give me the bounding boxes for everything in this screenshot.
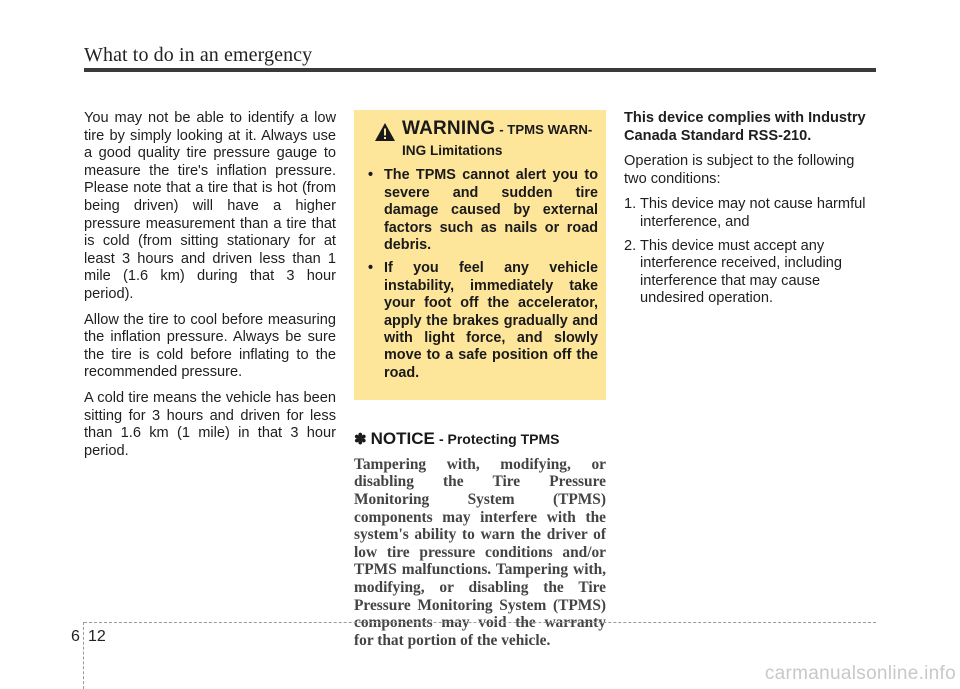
footer-rule	[84, 622, 876, 623]
warning-bullet: • The TPMS cannot alert you to severe and sudden tire damage caused by external factors such as nails or road debris.	[362, 167, 598, 254]
list-item	[624, 196, 876, 231]
warning-subtitle: - TPMS WARN-	[499, 122, 593, 137]
notice-title: NOTICE	[370, 429, 435, 449]
warning-box	[354, 110, 606, 400]
column-2	[354, 110, 606, 649]
warning-subtitle-line2: ING Limitations	[402, 143, 503, 158]
column-3	[624, 110, 876, 314]
warning-bullet: • If you feel any vehicle instability, immediately take your foot off the accelerator, apply the brakes gradually and with light force, and slowly move to a safe position off the road.	[362, 260, 598, 382]
paragraph: You may not be able to identify a low tire by simply looking at it. Always use a good quality tire pressure gauge to measure the tire's inflation pressure. Please note that a tire that is hot (from being driven) will have a higher pressure measurement than a tire that is cold (from sitting stationary for at least 3 hours and driven less than 1 mile (1.6 km) during that 3 hour period).	[84, 110, 336, 302]
paragraph: Operation is subject to the following two conditions:	[624, 153, 855, 187]
warning-list	[362, 167, 598, 382]
warning-title: WARNING	[402, 118, 496, 139]
notice-symbol: ✽	[354, 431, 367, 449]
compliance-heading: This device complies with Industry Canada Standard RSS-210.	[624, 110, 866, 144]
header-rule	[84, 68, 876, 72]
watermark: carmanualsonline.info	[764, 663, 956, 684]
footer-divider	[83, 622, 84, 689]
paragraph: Allow the tire to cool before measuring the inflation pressure. Always be sure the tire is cold before inflating to the recommended pressure.	[84, 311, 336, 381]
list-text: This device may not cause harmful interference, and	[640, 196, 866, 230]
warning-heading	[362, 120, 598, 142]
section-title: What to do in an emergency	[84, 44, 313, 66]
chapter-number: 6	[71, 628, 80, 645]
list-item	[624, 238, 876, 308]
column-1	[84, 110, 336, 468]
notice-body: Tampering with, modifying, or disabling the Tire Pressure Monitoring System (TPMS) components may interfere with the system's ability to warn the driver of low tire pressure conditions and/or TPMS malfunctions. Tampering with, modifying, or disabling the Tire Pressure Monitoring System (TPMS) components may void the warranty for that portion of the vehicle.	[354, 455, 606, 649]
list-number: 2.	[624, 237, 637, 254]
list-text: This device must accept any interference received, including interference that may cause undesired operation.	[640, 237, 842, 307]
notice-heading	[354, 430, 606, 450]
paragraph: A cold tire means the vehicle has been sitting for 3 hours and driven for less than 1.6 km (1 mile) in that 3 hour period.	[84, 389, 336, 459]
conditions-list	[624, 196, 876, 308]
notice-subtitle: - Protecting TPMS	[438, 431, 560, 448]
page-number: 12	[88, 628, 106, 645]
list-number: 1.	[624, 196, 637, 213]
warning-triangle-icon	[374, 122, 396, 142]
